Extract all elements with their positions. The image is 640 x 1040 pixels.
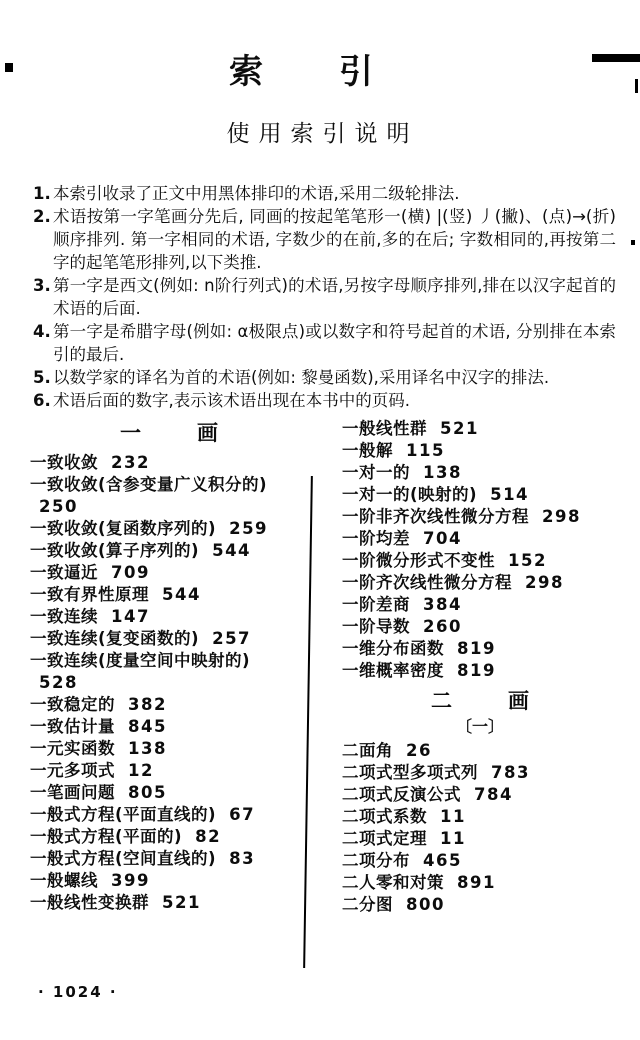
index-page-ref: 152 (508, 551, 547, 570)
index-page-ref: 800 (406, 895, 445, 914)
index-term: 一维概率密度 (342, 661, 444, 680)
note-number: 5. (33, 368, 51, 387)
index-term: 一般式方程(平面的) (30, 827, 183, 846)
index-term: 一致收敛(复函数序列的) (30, 519, 217, 538)
index-entry (30, 562, 308, 584)
index-term: 一般式方程(平面直线的) (30, 805, 217, 824)
index-term: 一致逼近 (30, 563, 98, 582)
index-entry (30, 848, 308, 870)
index-term: 一致有界性原理 (30, 585, 149, 604)
index-page-ref: 384 (423, 595, 462, 614)
index-term: 二项式系数 (342, 807, 427, 826)
index-entry (30, 540, 308, 562)
section-word: 画 (197, 421, 218, 445)
index-entry (30, 584, 308, 606)
index-entry (342, 762, 618, 784)
right-entries-top-group (342, 418, 618, 682)
note-number: 2. (33, 207, 51, 226)
index-entry (342, 528, 618, 550)
index-entry (342, 850, 618, 872)
index-page-ref: 704 (423, 529, 462, 548)
index-entry (342, 440, 618, 462)
index-right-column (324, 418, 618, 916)
index-term: 一致连续 (30, 607, 98, 626)
index-page-ref: 67 (229, 805, 256, 824)
index-entry (342, 828, 618, 850)
index-page-ref: 26 (406, 741, 432, 760)
index-page-ref: 465 (423, 851, 462, 870)
note-text: 术语后面的数字,表示该术语出现在本书中的页码. (53, 391, 410, 410)
page-title: 索引 (229, 52, 449, 92)
index-term: 二项式反演公式 (342, 785, 461, 804)
index-term: 二人零和对策 (342, 873, 444, 892)
index-term: 一致连续(复变函数的) (30, 629, 200, 648)
index-entry (342, 572, 618, 594)
scan-artifact-right-edge-tick (635, 79, 638, 93)
section-numeral: 一 (120, 421, 141, 445)
index-entry (30, 782, 308, 804)
index-entry (342, 784, 618, 806)
scan-artifact-top-left (5, 63, 13, 72)
index-page-ref: 382 (128, 695, 167, 714)
index-term: 一阶微分形式不变性 (342, 551, 495, 570)
index-entry (30, 870, 308, 892)
index-term: 一阶非齐次线性微分方程 (342, 507, 529, 526)
index-term: 一维分布函数 (342, 639, 444, 658)
index-entry (30, 474, 308, 518)
page-subtitle: 使用索引说明 (226, 121, 419, 147)
index-page-ref: 521 (440, 419, 479, 438)
section-header-one-stroke (30, 420, 308, 446)
index-page-ref: 891 (457, 873, 496, 892)
index-entry (342, 484, 618, 506)
index-page-ref: 11 (440, 829, 466, 848)
index-page-ref: 544 (212, 541, 252, 560)
index-left-column (30, 418, 324, 916)
index-term: 一般螺线 (30, 871, 98, 890)
index-entry (30, 606, 308, 628)
note-text: 第一字是希腊字母(例如: α极限点)或以数字和符号起首的术语, 分别排在本索引的最后. (53, 322, 616, 364)
index-page-ref: 528 (39, 673, 78, 692)
index-page-ref: 783 (491, 763, 530, 782)
index-term: 一般线性群 (342, 419, 427, 438)
index-term: 一般线性变换群 (30, 893, 149, 912)
section-numeral: 二 (431, 689, 452, 713)
index-term: 一致收敛(算子序列的) (30, 541, 200, 560)
index-term: 二分图 (342, 895, 393, 914)
index-page-ref: 138 (423, 463, 462, 482)
index-page-ref: 232 (111, 453, 150, 472)
index-term: 一阶差商 (342, 595, 410, 614)
scan-artifact-top-right-bar (592, 54, 640, 62)
index-page-ref: 260 (423, 617, 462, 636)
index-entry (30, 452, 308, 474)
usage-note (34, 320, 616, 366)
index-term: 二项分布 (342, 851, 410, 870)
index-term: 二项式型多项式列 (342, 763, 478, 782)
usage-notes-list (34, 182, 616, 412)
index-entry (30, 694, 308, 716)
index-page-ref: 544 (162, 585, 201, 604)
index-page-ref: 819 (457, 661, 496, 680)
index-entry (342, 740, 618, 762)
section-subheader: 〔一〕 (455, 717, 504, 736)
usage-note (34, 205, 616, 274)
right-entries-bottom-group (342, 740, 618, 916)
index-page-ref: 250 (39, 497, 78, 516)
index-term: 一致收敛(含参变量广义积分的) (30, 475, 268, 494)
usage-note (34, 182, 616, 205)
index-entry (30, 628, 308, 650)
section-header-two-strokes (342, 688, 618, 714)
index-term: 一元多项式 (30, 761, 115, 780)
index-entry (342, 872, 618, 894)
index-term: 一阶齐次线性微分方程 (342, 573, 512, 592)
usage-note (34, 366, 616, 389)
index-page-ref: 845 (128, 717, 167, 736)
note-text: 术语按第一字笔画分先后, 同画的按起笔笔形一(横) |(竖) 丿(撇)、(点)→(折)顺序排列. 第一字相同的术语, 字数少的在前,多的在后; 字数相同的,再按第二字的起笔笔形排列,以下类推. (53, 207, 616, 272)
index-page-ref: 12 (128, 761, 154, 780)
index-entry (30, 716, 308, 738)
index-term: 一致估计量 (30, 717, 115, 736)
index-term: 一笔画问题 (30, 783, 115, 802)
index-page-ref: 514 (490, 485, 530, 504)
index-page-ref: 115 (406, 441, 445, 460)
index-entry (342, 550, 618, 572)
index-entry (342, 660, 618, 682)
index-entry (30, 650, 308, 694)
index-page-ref: 82 (195, 827, 222, 846)
index-page-ref: 257 (212, 629, 252, 648)
index-term: 一般式方程(空间直线的) (30, 849, 217, 868)
index-entry (30, 826, 308, 848)
usage-note (34, 389, 616, 412)
index-page-ref: 138 (128, 739, 167, 758)
note-text: 第一字是西文(例如: n阶行列式)的术语,另按字母顺序排列,排在以汉字起首的术语的后面. (53, 276, 616, 318)
index-page-ref: 805 (128, 783, 167, 802)
index-entry (342, 418, 618, 440)
usage-note (34, 274, 616, 320)
index-entry (342, 506, 618, 528)
index-page-ref: 399 (111, 871, 150, 890)
index-term: 一般解 (342, 441, 393, 460)
note-text: 以数学家的译名为首的术语(例如: 黎曼函数),采用译名中汉字的排法. (53, 368, 550, 387)
index-entry (30, 760, 308, 782)
index-page-ref: 11 (440, 807, 466, 826)
index-term: 二面角 (342, 741, 393, 760)
index-entry (342, 638, 618, 660)
index-columns (30, 418, 618, 916)
left-entries-group (30, 452, 308, 914)
note-text: 本索引收录了正文中用黑体排印的术语,采用二级轮排法. (53, 184, 460, 203)
index-term: 一致收敛 (30, 453, 98, 472)
index-entry (30, 518, 308, 540)
section-word: 画 (508, 689, 529, 713)
scan-artifact-right-speck (631, 240, 635, 245)
index-term: 一对一的 (342, 463, 410, 482)
index-entry (342, 616, 618, 638)
index-entry (30, 804, 308, 826)
index-entry (342, 462, 618, 484)
index-page-ref: 259 (229, 519, 269, 538)
index-page-ref: 298 (542, 507, 581, 526)
index-term: 一阶导数 (342, 617, 410, 636)
index-page-ref: 83 (229, 849, 256, 868)
index-term: 一对一的(映射的) (342, 485, 478, 504)
index-entry (342, 594, 618, 616)
note-number: 3. (33, 276, 51, 295)
page-number: · 1024 · (38, 983, 118, 1001)
index-page-ref: 709 (111, 563, 150, 582)
index-term: 一阶均差 (342, 529, 410, 548)
index-page-ref: 298 (525, 573, 564, 592)
index-entry (342, 894, 618, 916)
note-number: 1. (33, 184, 51, 203)
index-entry (30, 892, 308, 914)
index-term: 一元实函数 (30, 739, 115, 758)
index-page-ref: 147 (111, 607, 150, 626)
note-number: 6. (33, 391, 51, 410)
note-number: 4. (33, 322, 51, 341)
index-page-ref: 784 (474, 785, 513, 804)
index-entry (30, 738, 308, 760)
index-page-ref: 521 (162, 893, 201, 912)
index-term: 二项式定理 (342, 829, 427, 848)
index-term: 一致连续(度量空间中映射的) (30, 651, 251, 670)
index-entry (342, 806, 618, 828)
index-term: 一致稳定的 (30, 695, 115, 714)
index-page-ref: 819 (457, 639, 496, 658)
